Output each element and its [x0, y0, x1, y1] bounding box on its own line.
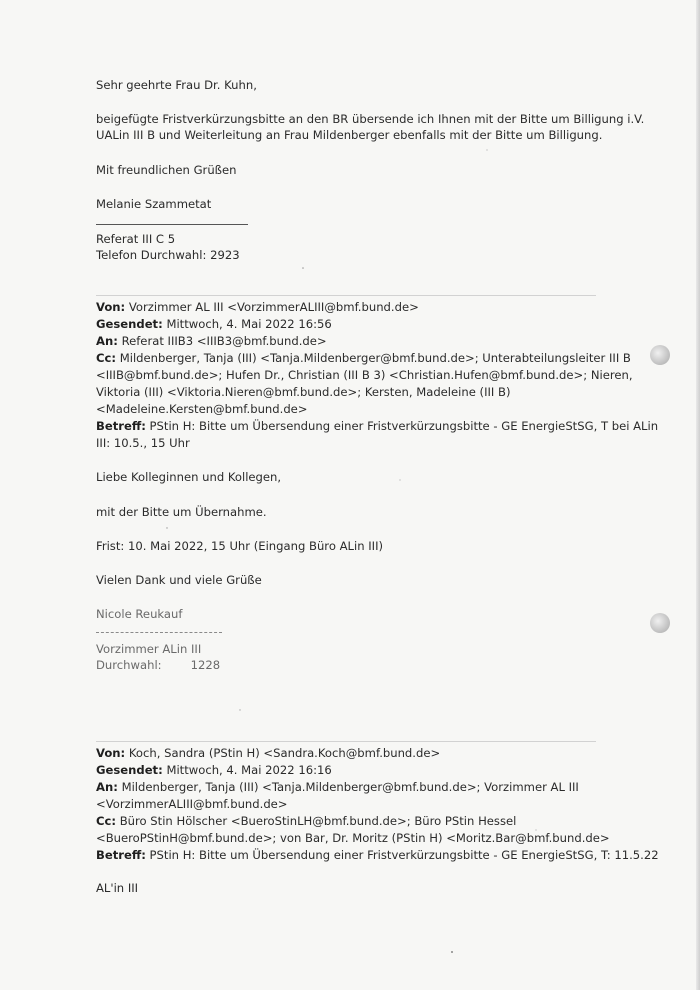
email1-to: An: Referat IIIB3 <IIIB3@bmf.bund.de> [96, 334, 327, 348]
email1-closing: Vielen Dank und viele Grüße [96, 573, 262, 587]
email2-addressee: AL'in III [96, 881, 139, 895]
email1-subject-cont: III: 10.5., 15 Uhr [96, 436, 190, 450]
letter-body-line: beigefügte Fristverkürzungsbitte an den BR übersende ich Ihnen mit der Bitte um Billigung i.V. [96, 112, 645, 126]
email1-office: Vorzimmer ALin III [96, 642, 202, 656]
phone-extension: Telefon Durchwahl: 2923 [96, 248, 240, 262]
email1-greeting: Liebe Kolleginnen und Kollegen, [96, 470, 282, 484]
letter-closing: Mit freundlichen Grüßen [96, 163, 237, 177]
email1-cc: Cc: Mildenberger, Tanja (III) <Tanja.Mildenberger@bmf.bund.de>; Unterabteilungsleiter III B [96, 351, 631, 365]
email2-from: Von: Koch, Sandra (PStin H) <Sandra.Koch@bmf.bund.de> [96, 746, 441, 760]
email1-extension: Durchwahl: 1228 [96, 658, 221, 672]
email2-to: An: Mildenberger, Tanja (III) <Tanja.Mildenberger@bmf.bund.de>; Vorzimmer AL III [96, 780, 579, 794]
department: Referat III C 5 [96, 232, 176, 246]
email1-from: Von: Vorzimmer AL III <VorzimmerALIII@bmf.bund.de> [96, 300, 419, 314]
email2-to-cont: <VorzimmerALIII@bmf.bund.de> [96, 797, 288, 811]
email1-subject: Betreff: PStin H: Bitte um Übersendung einer Fristverkürzungsbitte - GE EnergieStSG, T bei ALin [96, 419, 659, 433]
signature-name: Melanie Szammetat [96, 197, 212, 211]
email1-request: mit der Bitte um Übernahme. [96, 505, 267, 519]
salutation: Sehr geehrte Frau Dr. Kuhn, [96, 78, 257, 92]
email1-sent: Gesendet: Mittwoch, 4. Mai 2022 16:56 [96, 317, 332, 331]
email1-cc-cont: Viktoria (III) <Viktoria.Nieren@bmf.bund.de>; Kersten, Madeleine (III B) [96, 385, 511, 399]
letter-body-line: UALin III B und Weiterleitung an Frau Mildenberger ebenfalls mit der Bitte um Billigung. [96, 128, 603, 142]
email1-cc-cont: <Madeleine.Kersten@bmf.bund.de> [96, 402, 308, 416]
email2-cc-cont: <BueroPStinH@bmf.bund.de>; von Bar, Dr. Moritz (PStin H) <Moritz.Bar@bmf.bund.de> [96, 831, 610, 845]
email1-cc-cont: <IIIB@bmf.bund.de>; Hufen Dr., Christian (III B 3) <Christian.Hufen@bmf.bund.de>; Nieren, [96, 368, 633, 382]
email1-deadline: Frist: 10. Mai 2022, 15 Uhr (Eingang Büro ALin III) [96, 539, 384, 553]
email2-subject: Betreff: PStin H: Bitte um Übersendung einer Fristverkürzungsbitte - GE EnergieStSG, T: 11.5.22 [96, 848, 659, 862]
email2-sent: Gesendet: Mittwoch, 4. Mai 2022 16:16 [96, 763, 332, 777]
email1-signature-name: Nicole Reukauf [96, 607, 183, 621]
email2-cc: Cc: Büro Stin Hölscher <BueroStinLH@bmf.bund.de>; Büro PStin Hessel [96, 814, 517, 828]
